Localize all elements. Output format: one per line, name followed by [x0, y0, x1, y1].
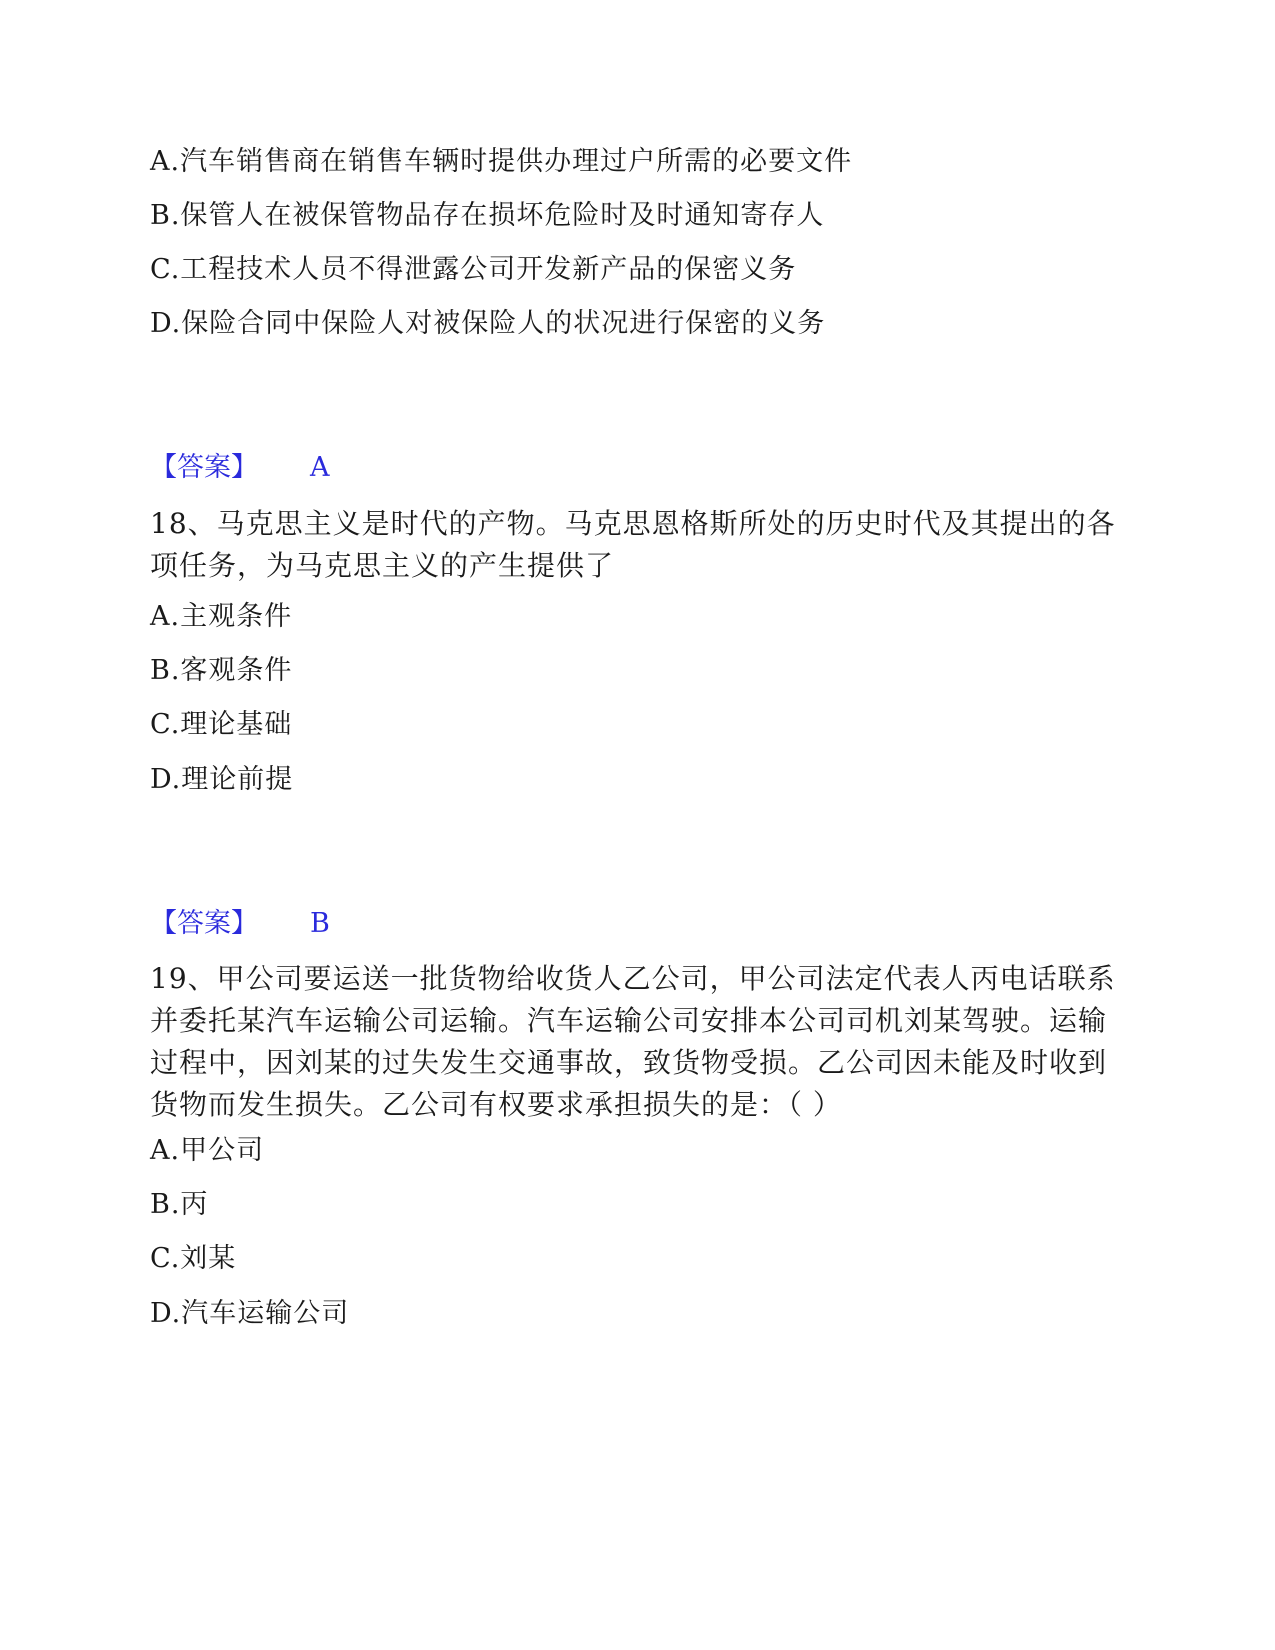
- q18-text-line-2: 项任务，为马克思主义的产生提供了: [150, 549, 615, 582]
- q19-option-c: C.刘某: [150, 1243, 237, 1274]
- q19-option-a: A.甲公司: [150, 1135, 265, 1166]
- q19-text-line-4: 货物而发生损失。乙公司有权要求承担损失的是：（ ）: [150, 1088, 842, 1121]
- q17-option-b: B.保管人在被保管物品存在损坏危险时及时通知寄存人: [150, 200, 825, 231]
- q18-option-d: D.理论前提: [150, 764, 294, 795]
- q19-text-line-1: 19、甲公司要运送一批货物给收货人乙公司，甲公司法定代表人丙电话联系: [150, 962, 1116, 995]
- q19-option-b: B.丙: [150, 1189, 209, 1220]
- q18-answer: [150, 906, 330, 942]
- q19-text-line-2: 并委托某汽车运输公司运输。汽车运输公司安排本公司司机刘某驾驶。运输: [150, 1004, 1108, 1037]
- answer-value: B: [310, 908, 330, 939]
- answer-value: A: [310, 452, 330, 483]
- q17-answer: [150, 450, 330, 486]
- q17-option-d: D.保险合同中保险人对被保险人的状况进行保密的义务: [150, 308, 826, 339]
- q17-option-a: A.汽车销售商在销售车辆时提供办理过户所需的必要文件: [150, 146, 853, 177]
- q17-option-c: C.工程技术人员不得泄露公司开发新产品的保密义务: [150, 254, 797, 285]
- q19-option-d: D.汽车运输公司: [150, 1298, 350, 1329]
- q19-text-line-3: 过程中，因刘某的过失发生交通事故，致货物受损。乙公司因未能及时收到: [150, 1046, 1108, 1079]
- answer-label: 【答案】: [150, 452, 258, 483]
- answer-label: 【答案】: [150, 908, 258, 939]
- q18-option-a: A.主观条件: [150, 601, 293, 632]
- q18-option-b: B.客观条件: [150, 655, 293, 686]
- q18-option-c: C.理论基础: [150, 709, 293, 740]
- q18-text-line-1: 18、马克思主义是时代的产物。马克思恩格斯所处的历史时代及其提出的各: [150, 507, 1116, 540]
